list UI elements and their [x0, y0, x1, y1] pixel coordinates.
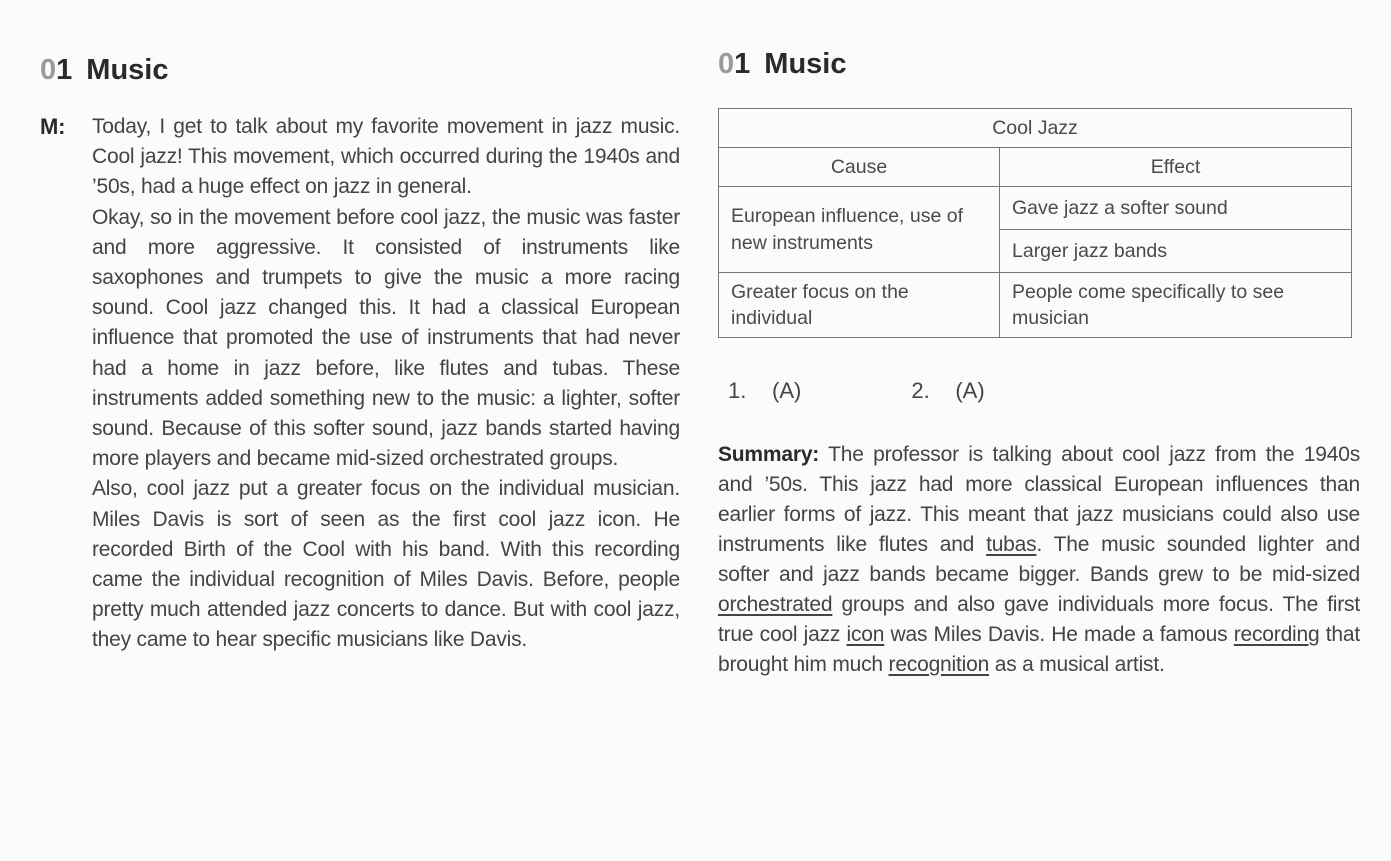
transcript-paragraph: Today, I get to talk about my favorite movement in jazz music. Cool jazz! This movement, which occurred during the 1940s and ’50s, had a huge effect on jazz in general.: [92, 115, 680, 199]
summary: Summary: The professor is talking about cool jazz from the 1940s and ’50s. This jazz had more classical European influences than earlier forms of jazz. This meant that jazz musicians could also use instruments like flutes and tubas. The music sounded lighter and softer and jazz bands became bigger. Bands grew to be mid-sized orchestrated groups and also gave individuals more focus. The first true cool jazz icon was Miles Davis. He made a famous recording that brought him much recognition as a musical artist.: [718, 443, 1360, 676]
underlined-word: tubas: [986, 533, 1037, 556]
section-heading: [718, 46, 1360, 86]
section-number: 01: [718, 48, 751, 80]
transcript: [40, 112, 680, 656]
transcript-paragraph: Okay, so in the movement before cool jazz, the music was faster and more aggressive. It consisted of instruments like saxophones and trumpets to give the music a more racing sound. Cool jazz changed this. It had a classical European influence that promoted the use of instruments that had never had a home in jazz before, like flutes and tubas. These instruments added something new to the music: a lighter, softer sound. Because of this softer sound, jazz bands started having more players and became mid-sized orchestrated groups.: [92, 205, 680, 471]
answer-column: [718, 46, 1360, 701]
transcript-paragraphs: [92, 112, 680, 656]
table-cell-cause: European influence, use of new instruments: [719, 187, 1000, 273]
answer-number: 1.: [728, 378, 747, 403]
answer-number: 2.: [911, 378, 930, 403]
underlined-word: icon: [846, 623, 885, 646]
column-header-cause: Cause: [719, 148, 1000, 187]
answer-value: (A): [772, 378, 802, 403]
section-title: Music: [86, 54, 169, 86]
answer-item: [911, 378, 984, 404]
section-number: 01: [40, 54, 73, 86]
answer-item: [718, 378, 801, 404]
answer-key: [718, 378, 1360, 404]
table-cell-effect: Larger jazz bands: [1000, 230, 1352, 273]
transcript-paragraph: Also, cool jazz put a greater focus on the individual musician. Miles Davis is sort of seen as the first cool jazz icon. He recorded Birth of the Cool with his band. With this recording came the individual recognition of Miles Davis. Before, people pretty much attended jazz concerts to dance. But with cool jazz, they came to hear specific musicians like Davis.: [92, 477, 680, 652]
answer-value: (A): [955, 378, 985, 403]
summary-label: Summary:: [718, 443, 820, 466]
underlined-word: orchestrated: [718, 593, 833, 616]
speaker-label: M:: [40, 114, 66, 139]
section-title: Music: [764, 48, 847, 80]
table-cell-effect: Gave jazz a softer sound: [1000, 187, 1352, 230]
transcript-column: [40, 52, 680, 656]
table-cell-cause: Greater focus on the individual: [719, 273, 1000, 338]
table-title: Cool Jazz: [719, 109, 1352, 148]
cause-effect-table: [718, 108, 1352, 338]
underlined-word: recognition: [888, 653, 990, 676]
underlined-word: recording: [1233, 623, 1320, 646]
table-cell-effect: People come specifically to see musician: [1000, 273, 1352, 338]
column-header-effect: Effect: [1000, 148, 1352, 187]
section-heading: [40, 52, 680, 92]
